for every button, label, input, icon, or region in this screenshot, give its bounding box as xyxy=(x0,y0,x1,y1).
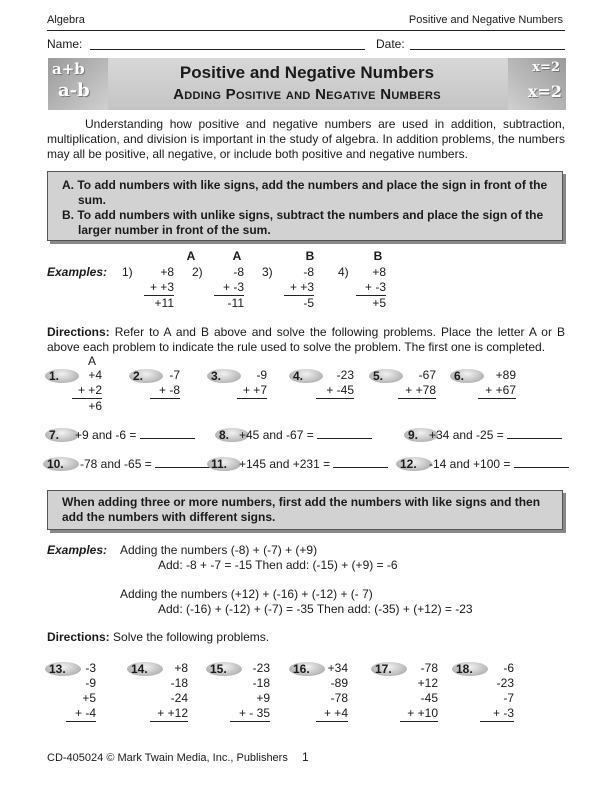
example-number: 3) xyxy=(262,265,273,279)
problem-number-badge: 6. xyxy=(450,369,484,383)
page-number: 1 xyxy=(302,750,309,764)
answer-blank[interactable] xyxy=(155,457,210,468)
problem-number-badge: 16. xyxy=(289,662,325,676)
problem-18: -6 -23 -7 + -3 xyxy=(480,661,514,722)
example-rule-letter: A xyxy=(232,249,242,263)
header-subject: Algebra xyxy=(47,14,85,26)
problem-8: +45 and -67 = xyxy=(239,428,372,443)
problem-7: +9 and -6 = xyxy=(75,428,195,443)
examples-label: Examples: xyxy=(47,265,108,279)
answer-rule-letter: A xyxy=(87,354,96,368)
answer-blank[interactable] xyxy=(333,457,388,468)
problem-number-badge: 9. xyxy=(404,428,438,442)
problem-number-badge: 14. xyxy=(127,662,163,676)
problem-number-badge: 3. xyxy=(207,369,241,383)
problem-2: -7 + -8 xyxy=(150,368,180,399)
date-label: Date: xyxy=(376,37,405,51)
answer-blank[interactable] xyxy=(514,457,569,468)
example-rule-letter: B xyxy=(305,249,315,263)
problem-11: +145 and +231 = xyxy=(239,457,388,472)
example-work: Add: -8 + -7 = -15 Then add: (-15) + (+9) = -6 xyxy=(158,558,398,572)
example-number: 1) xyxy=(122,265,133,279)
intro-paragraph: Understanding how positive and negative numbers are used in addition, subtraction, multiplication, and division is important in the study of algebra. In addition problems, the numbers may all be positive, all negative, or include both positive and negative numbers. xyxy=(47,117,565,161)
example-number: 4) xyxy=(338,265,349,279)
problem-number-badge: 1. xyxy=(45,369,79,383)
problem-number-badge: 10. xyxy=(43,457,79,471)
name-label: Name: xyxy=(47,37,83,51)
problem-number-badge: 2. xyxy=(129,369,163,383)
example-problem: -8 + +3 -5 xyxy=(284,265,314,311)
example-statement: Adding the numbers (+12) + (-16) + (-12) + (- 7) xyxy=(120,587,373,601)
rule-a: A. To add numbers with like signs, add the numbers and place the sign in front of the sum. xyxy=(62,178,548,207)
rules-box xyxy=(47,171,563,241)
problem-number-badge: 8. xyxy=(215,428,249,442)
problem-5: -67 + +78 xyxy=(398,368,436,399)
problem-number-badge: 11. xyxy=(207,457,241,471)
rule-box-three-numbers xyxy=(47,490,563,530)
problem-1: +4 + +2 +6 xyxy=(72,368,102,414)
problem-number-badge: 12. xyxy=(396,457,432,471)
example-problem: +8 + +3 +11 xyxy=(144,265,174,311)
problem-3: -9 + +7 xyxy=(237,368,267,399)
page-subtitle: Adding Positive and Negative Numbers xyxy=(173,86,441,103)
example-rule-letter: B xyxy=(373,249,383,263)
problem-number-badge: 4. xyxy=(289,369,323,383)
problem-number-badge: 5. xyxy=(369,369,403,383)
header-topic: Positive and Negative Numbers xyxy=(408,14,563,26)
problem-9: +34 and -25 = xyxy=(429,428,562,443)
problem-13: -3 -9 +5 + -4 xyxy=(66,661,96,722)
problem-12: -14 and +100 = xyxy=(429,457,569,472)
header-rule xyxy=(47,30,565,31)
example-problem: +8 + -3 +5 xyxy=(356,265,386,311)
page-title: Positive and Negative Numbers xyxy=(179,63,435,82)
problem-15: -23 -18 +9 + - 35 xyxy=(230,661,270,722)
name-field[interactable] xyxy=(90,49,365,50)
problem-10: -78 and -65 = xyxy=(80,457,210,472)
answer-blank[interactable] xyxy=(317,428,372,439)
problem-4: -23 + -45 xyxy=(316,368,354,399)
rule-three-numbers: When adding three or more numbers, first add the numbers with like signs and then add the numbers with different signs. xyxy=(62,495,541,524)
rule-b: B. To add numbers with unlike signs, subtract the numbers and place the sign of the larger number in front of the sum. xyxy=(62,208,544,237)
problem-17: -78 +12 -45 + +10 xyxy=(400,661,438,722)
problem-number-badge: 18. xyxy=(452,662,488,676)
problem-number-badge: 7. xyxy=(45,428,79,442)
problem-14: +8 -18 -24 + +12 xyxy=(150,661,188,722)
problem-6: +89 + +67 xyxy=(478,368,516,399)
problem-16: +34 -89 -78 + +4 xyxy=(316,661,348,722)
banner-math-art-right: x=2 x=2 xyxy=(508,58,566,110)
examples-label: Examples: xyxy=(47,543,108,557)
answer-blank[interactable] xyxy=(507,428,562,439)
problem-number-badge: 13. xyxy=(45,662,81,676)
example-work: Add: (-16) + (-12) + (-7) = -35 Then add: (-35) + (+12) = -23 xyxy=(158,602,473,616)
footer-copyright: CD-405024 © Mark Twain Media, Inc., Publishers xyxy=(47,752,288,764)
directions-2: Directions: Solve the following problems. xyxy=(47,630,270,644)
banner-math-art-left: a+b a-b xyxy=(48,58,108,110)
answer-blank[interactable] xyxy=(140,428,195,439)
directions-1: Directions: Refer to A and B above and solve the following problems. Place the letter A or B above each problem to indicate the rule used to solve the problem. The first one is completed. xyxy=(47,325,565,354)
title-banner xyxy=(48,58,566,110)
problem-number-badge: 15. xyxy=(206,662,242,676)
example-number: 2) xyxy=(192,265,203,279)
problem-number-badge: 17. xyxy=(371,662,407,676)
date-field[interactable] xyxy=(410,49,565,50)
example-statement: Adding the numbers (-8) + (-7) + (+9) xyxy=(120,543,318,557)
example-rule-letter: A xyxy=(186,249,196,263)
example-problem: -8 + -3 -11 xyxy=(214,265,244,311)
